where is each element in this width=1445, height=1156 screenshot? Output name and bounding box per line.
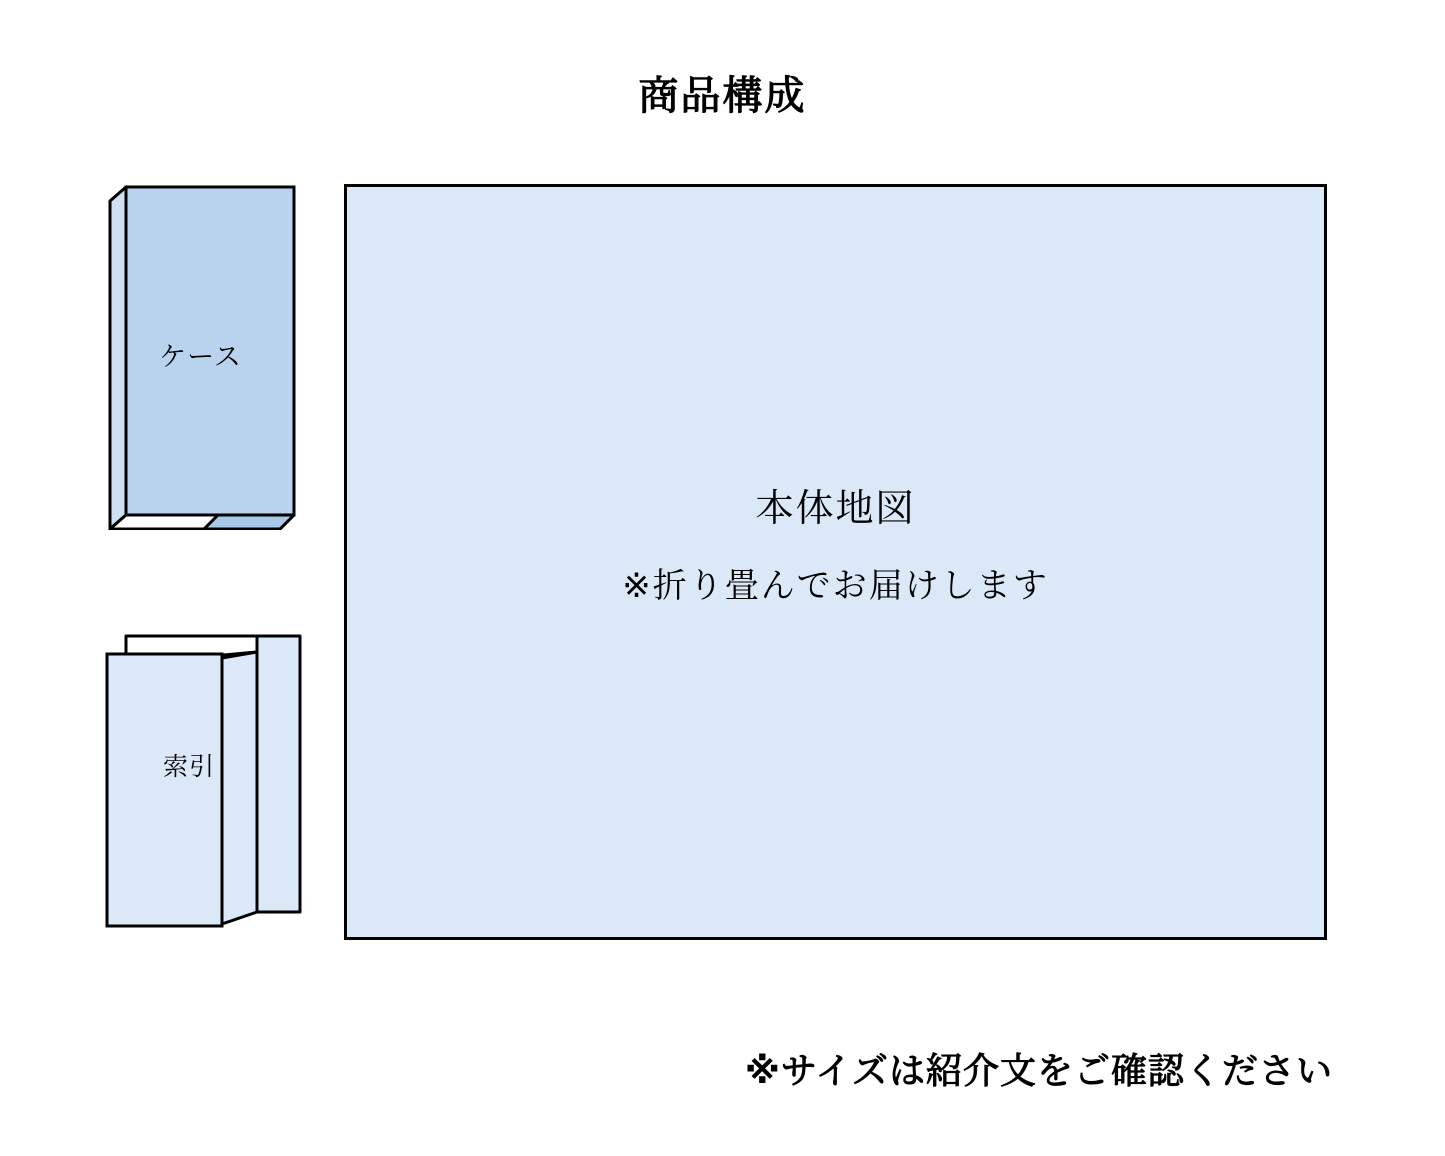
footer-note: ※サイズは紹介文をご確認ください xyxy=(744,1050,1333,1091)
index-label: 索引 xyxy=(162,753,215,781)
case-illustration xyxy=(108,185,298,530)
case-label: ケース xyxy=(159,342,242,372)
main-map-text xyxy=(347,477,1324,607)
page-title: 商品構成 xyxy=(638,74,807,118)
index-illustration xyxy=(104,614,304,934)
main-map-title: 本体地図 xyxy=(755,488,916,530)
main-map-rect xyxy=(344,184,1327,940)
main-map-note: ※折り畳んでお届けします xyxy=(622,567,1049,605)
